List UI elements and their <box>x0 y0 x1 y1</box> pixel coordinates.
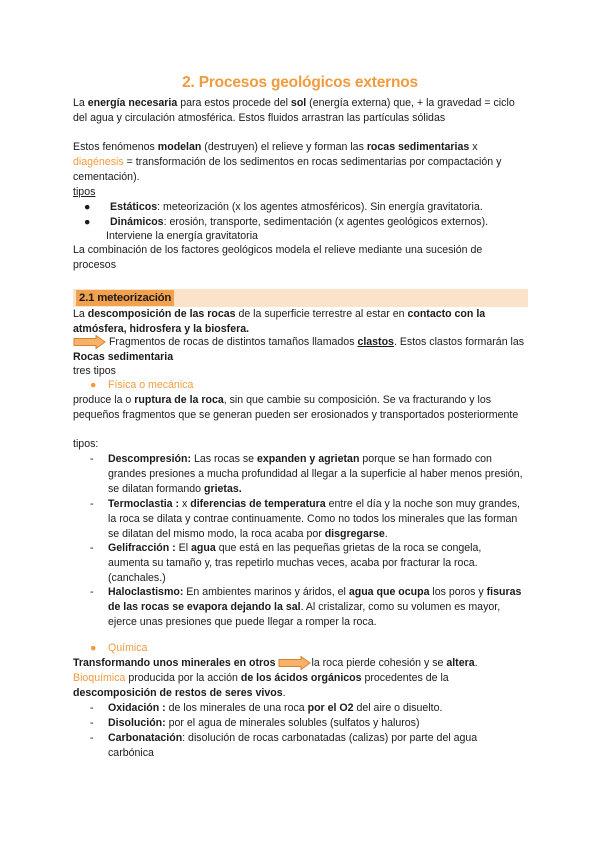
fisica-heading: Física o mecánica <box>108 379 194 391</box>
bullet-estaticos <box>84 200 524 215</box>
bullet-icon: ● <box>90 379 97 391</box>
text: . <box>474 657 478 669</box>
text: Fragmentos de rocas de distintos tamaños llamados <box>106 336 358 348</box>
bold-text: Transformando unos minerales en otros <box>73 657 276 669</box>
section-heading-bar <box>73 289 528 307</box>
dash-bullet: - <box>90 453 94 465</box>
bold-text: rocas sedimentarias <box>366 141 470 153</box>
intro-paragraph-2 <box>73 140 528 186</box>
list-item-carbonatacion <box>90 731 525 761</box>
text: (destruyen) el relieve y forman las <box>201 141 367 153</box>
quimica-paragraph <box>73 656 528 671</box>
fisica-bullet <box>90 378 530 393</box>
list-item-haloclastismo <box>90 585 525 631</box>
text: : disolución de rocas carbonatadas (calizas) por parte del agua carbónica <box>108 732 478 760</box>
text: porque se han formado con grandes presiones a mucha profundidad al llegar a la superficie al haber menos presión, se dilatan formando <box>108 453 523 496</box>
dash-bullet: - <box>90 542 94 554</box>
text: de los minerales de una roca <box>165 702 308 714</box>
bold-text: Haloclastismo: <box>108 586 184 598</box>
quimica-bullet <box>90 641 530 656</box>
bold-text: Disolución: <box>108 717 166 729</box>
text: El <box>175 542 192 554</box>
list-item-disolucion <box>90 716 525 731</box>
bold-text: descomposición de restos de seres vivos <box>73 687 283 700</box>
bullet-dinamicos-continued: Interviene la energía gravitatoria <box>106 230 258 242</box>
bold-text: disgregarse <box>324 528 385 541</box>
text: . <box>384 528 388 541</box>
text: que está en las pequeñas grietas de la roca se congela, aumenta su tamaño y, tras repetirlo muchas veces, acaba por fracturar la roca. (canchales.) <box>108 542 482 585</box>
clastos-term: clastos <box>357 336 394 348</box>
bold-text: sol <box>290 97 307 109</box>
bold-text: de los ácidos orgánicos <box>240 672 362 684</box>
bioquimica-term: Bioquímica <box>73 672 126 684</box>
text: producida por la acción <box>125 672 241 684</box>
text: x <box>179 498 191 510</box>
bold-text: Descompresión: <box>108 453 192 465</box>
text: = transformación de los sedimentos en rocas sedimentarias por compactación y cementación). <box>73 156 502 184</box>
text: para estos procede del <box>177 97 291 109</box>
bold-text: Carbonatación <box>108 732 183 744</box>
bold-text: agua <box>191 542 216 554</box>
diagenesis-term: diagénesis <box>73 156 124 169</box>
bold-text: Estáticos <box>110 201 158 213</box>
intro-paragraph-1 <box>73 96 528 126</box>
text: . Al cristalizar, como su volumen es mayor, ejerce unas presiones que puede llegar a romper la roca. <box>108 601 501 629</box>
text: : meteorización (x los agentes atmosféricos). Sin energía gravitatoria. <box>157 201 483 213</box>
list-item-oxidacion <box>90 701 525 716</box>
bold-text: energía necesaria <box>87 97 178 109</box>
bold-text: diferencias de temperatura <box>190 498 326 510</box>
bullet-icon: ● <box>84 201 91 213</box>
text: produce la o <box>73 394 135 406</box>
bullet-dinamicos <box>84 215 524 230</box>
right-arrow-icon <box>278 656 311 670</box>
text: : erosión, transporte, sedimentación (x agentes geológicos externos). <box>163 216 489 228</box>
bullet-icon: ● <box>84 216 91 228</box>
bold-text: Oxidación : <box>108 702 166 714</box>
meteorizacion-definition <box>73 307 528 337</box>
text: x <box>469 141 478 153</box>
list-item-gelifraccion <box>90 541 525 587</box>
tipos-fisica-label: tipos: <box>73 438 99 450</box>
tres-tipos-label: tres tipos <box>73 365 116 377</box>
text: de la superficie terrestre al estar en <box>235 308 408 320</box>
bold-text: fisuras de las rocas se evapora dejando la sal <box>108 586 522 614</box>
text: La <box>73 308 88 320</box>
text: En ambientes marinos y áridos, el <box>183 586 349 598</box>
list-item-descompresion <box>90 452 525 498</box>
section-heading: 2.1 meteorización <box>76 290 174 306</box>
dash-bullet: - <box>90 498 94 510</box>
dash-bullet: - <box>90 732 94 744</box>
text: Estos fenómenos <box>73 141 158 153</box>
text: . <box>282 687 286 700</box>
bioquimica-paragraph <box>73 671 528 701</box>
bullet-icon: ● <box>90 642 97 654</box>
fisica-paragraph <box>73 393 528 423</box>
text: entre el día y la noche son muy grandes, la roca se dilata y contrae continuamente. Como no todos los minerales que las forman se dilatan del mismo modo, la roca acaba por <box>108 498 520 541</box>
text: por el agua de minerales solubles (sulfatos y haluros) <box>165 717 420 729</box>
bold-text: expanden y agrietan <box>256 453 360 465</box>
text: del aire o disuelto. <box>353 702 443 714</box>
bold-text: descomposición de las rocas <box>87 308 236 320</box>
page-title: 2. Procesos geológicos externos <box>182 74 418 91</box>
quimica-heading: Química <box>108 642 148 654</box>
intro-paragraph-3: La combinación de los factores geológicos modela el relieve mediante una sucesión de procesos <box>73 244 483 272</box>
bold-text: Dinámicos <box>110 216 164 228</box>
text: . Estos clastos formarán las <box>393 336 525 348</box>
text: (energía externa) que, + la gravedad = ciclo del agua y circulación atmosférica. Estos fluidos arrastran las partículas sólidas <box>73 97 515 125</box>
list-item-termoclastia <box>90 497 525 543</box>
bold-text: altera <box>446 657 475 669</box>
dash-bullet: - <box>90 717 94 729</box>
text: la roca pierde cohesión y se <box>311 657 447 669</box>
text: , sin que cambie su composición. Se va fracturando y los pequeños fragmentos que se generan pueden ser erosionados y transportados posteriormente <box>73 394 519 422</box>
bold-text: Rocas sedimentaria <box>73 351 174 364</box>
text: La <box>73 97 88 109</box>
bold-text: Termoclastia : <box>108 498 180 510</box>
text: procedentes de la <box>361 672 449 684</box>
dash-bullet: - <box>90 586 94 598</box>
clastos-paragraph <box>73 335 528 365</box>
bold-text: grietas. <box>204 483 242 496</box>
bold-text: Gelifracción : <box>108 542 176 554</box>
bold-text: contacto con la atmósfera, hidrosfera y la biosfera. <box>73 308 486 336</box>
bold-text: modelan <box>157 141 202 153</box>
bold-text: ruptura de la roca <box>134 394 224 406</box>
tipos-label: tipos <box>73 186 96 198</box>
right-arrow-icon <box>73 335 106 349</box>
text: los poros y <box>429 586 487 598</box>
text: Las rocas se <box>191 453 257 465</box>
bold-text: por el O2 <box>307 702 354 714</box>
dash-bullet: - <box>90 702 94 714</box>
bold-text: agua que ocupa <box>348 586 430 598</box>
